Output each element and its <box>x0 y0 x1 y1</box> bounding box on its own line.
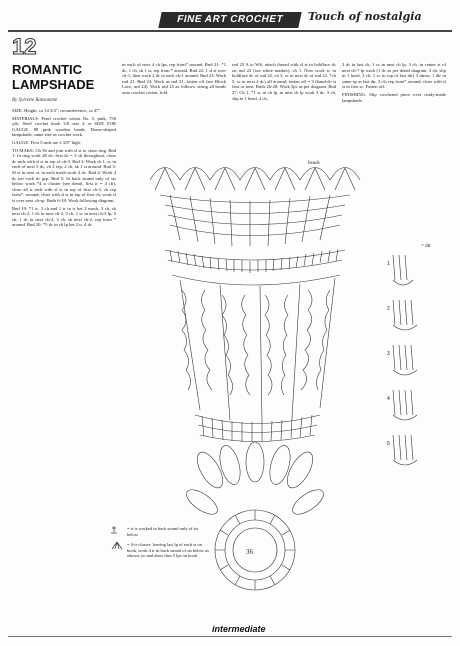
header-divider <box>8 30 452 32</box>
to-make-paragraph: TO MAKE: Ch 36 and join with sl st to close ring. Rnd 1: In ring work 48 dc; first dc = 3 ch throughout, close dc rnds with sl st in top of ch-3. Rnd 2: Work ch 1, sc in each of next 5 dc, ch 2 rep, 2 ch, sk 1 st around. Rnd 3: Sl st in next st, in each mesh work 4 dc. Rnd 4: Work 4 dc bet each dc grp. Rnd 5: In back strand only of sts below work *4 tr cluster (see detail, first tr = 4 ch), close all tr rnds with sl st in top of first ch-3, ch rep from*, around; close with sl st in top of first ch, work sl st over next ch-sp. Rnds 6-18: Work following diagram. <box>12 147 116 203</box>
size-paragraph: SIZE: Height, ca 14 3/4"; circumference, ca 47". <box>12 108 102 113</box>
leaf-panels <box>172 275 340 422</box>
pattern-title: ROMANTIC LAMPSHADE <box>12 62 95 92</box>
cluster-detail-diagram <box>385 235 445 475</box>
beads-callout: beads <box>308 161 320 166</box>
materials-paragraph: MATERIALS: Pearl crochet cotton No. 5, pink, 750 yds. Steel crochet hook US size 4 or SIZE FOR GAUGE. 88 pink wooden beads. Dome-shaped lampshade, same size as crochet work. <box>12 115 116 138</box>
cluster-icon <box>110 542 124 550</box>
pattern-byline: By Sylvette Ransomme <box>12 98 58 103</box>
underlined-tr-icon <box>110 526 124 534</box>
instructions-column-3 <box>232 62 336 156</box>
center-chain-count: 36 <box>246 548 253 556</box>
dtr-caption: = dtr <box>421 244 431 249</box>
detail-step-label: 4 <box>387 396 390 402</box>
series-title-banner: FINE ART CROCHET <box>158 12 301 28</box>
instructions-paragraph: rnd 23 A to WS, attach thread with sl st in boldface dc on rnd 22 (see white marker), ch 1. Now work sc in boldface dc of rnd 22, ch 3, sc in next dc of rnd 22, *ch 5, sc in next 4 dc) all around; fasten off = 3 (hand-dc st first or next. Rnds 26-28: Work 5pc as per diagram. Rnd 27: Ch 1, *1 sc in ch lp, in next ch lp work 3 dc, 3 ch, slip in 1 bead, 4 ch, <box>232 62 336 101</box>
detail-step-label: 1 <box>387 261 390 267</box>
legend-text: = 4-tr cluster: leaving last lp of each st on hook, work 4 tr in back strand of sts below as shown, yo and draw thru 5 lps on hook <box>127 542 209 558</box>
instructions-column-1 <box>12 108 116 408</box>
instructions-paragraph: 3 dc in last ch, 1 sc in next ch lp, 3 ch, in center st of next ch-7 lp work (1 dc as per detail diagram, 3 ch, slip in 1 bead, 3 ch, 1 sc in top of last dtr) 3 times, 1 dtr in same sp as last dtr, 3 ch, rep from* around; close with sl st in first sc. Fasten off. <box>342 62 446 90</box>
legend-item <box>110 542 210 559</box>
section-title: Touch of nostalgia <box>308 10 422 23</box>
rounds-paragraph: Rnd 19: *1 tr, 3 ch and 1 tr in tr bet 2 mesh, 3 ch, sk next ch-2, 1 dc in next ch-2, 3 ch, 1 sc in next ch-3 lp, 3 ch, 1 dc in next ch-2, 3 ch, sk next ch-2, rep from * around. Rnd 20: *5 dc in ch lp bet 2 tr, 4 dc <box>12 205 116 228</box>
detail-step-label: 5 <box>387 441 390 447</box>
pattern-number: 12 <box>12 34 37 59</box>
detail-step-label: 3 <box>387 351 390 357</box>
symbol-legend <box>110 526 210 564</box>
center-ring <box>215 510 295 590</box>
bead-scallop-edge <box>150 168 360 191</box>
instructions-paragraph: in each of next 4 ch lps, rep from* around. Rnd 21: *1 dc, 1 ch, sk 1 st, rep from * around. Rnd 22: 1 sl st over ch-1, then work 2 dc in each ch-1 around. Rnd 23: Work rnd 21. Rnd 24: Work as rnd 21, fasten off (see Block Lace, rnd 24). Work rnd 25 as follows: string all beads onto crochet cotton, fold <box>122 62 226 95</box>
detail-step-label: 2 <box>387 306 390 312</box>
finishing-paragraph: FINISHING: Slip crocheted piece over ready-made lampshade. <box>342 91 446 103</box>
petal-fan <box>183 442 328 519</box>
instructions-column-2 <box>122 62 226 156</box>
mesh-rows <box>160 195 350 246</box>
instructions-column-4 <box>342 62 446 156</box>
stitch-band-lower <box>195 415 320 442</box>
legend-item <box>110 526 210 537</box>
legend-text: = tr is worked in back strand only of sts below <box>127 526 199 537</box>
gauge-paragraph: GAUGE: First 5 rnds are 2 3/8" high. <box>12 139 81 145</box>
skill-level-label: intermediate <box>212 624 266 634</box>
stitch-band-upper <box>165 249 345 273</box>
footer-divider <box>8 636 452 637</box>
